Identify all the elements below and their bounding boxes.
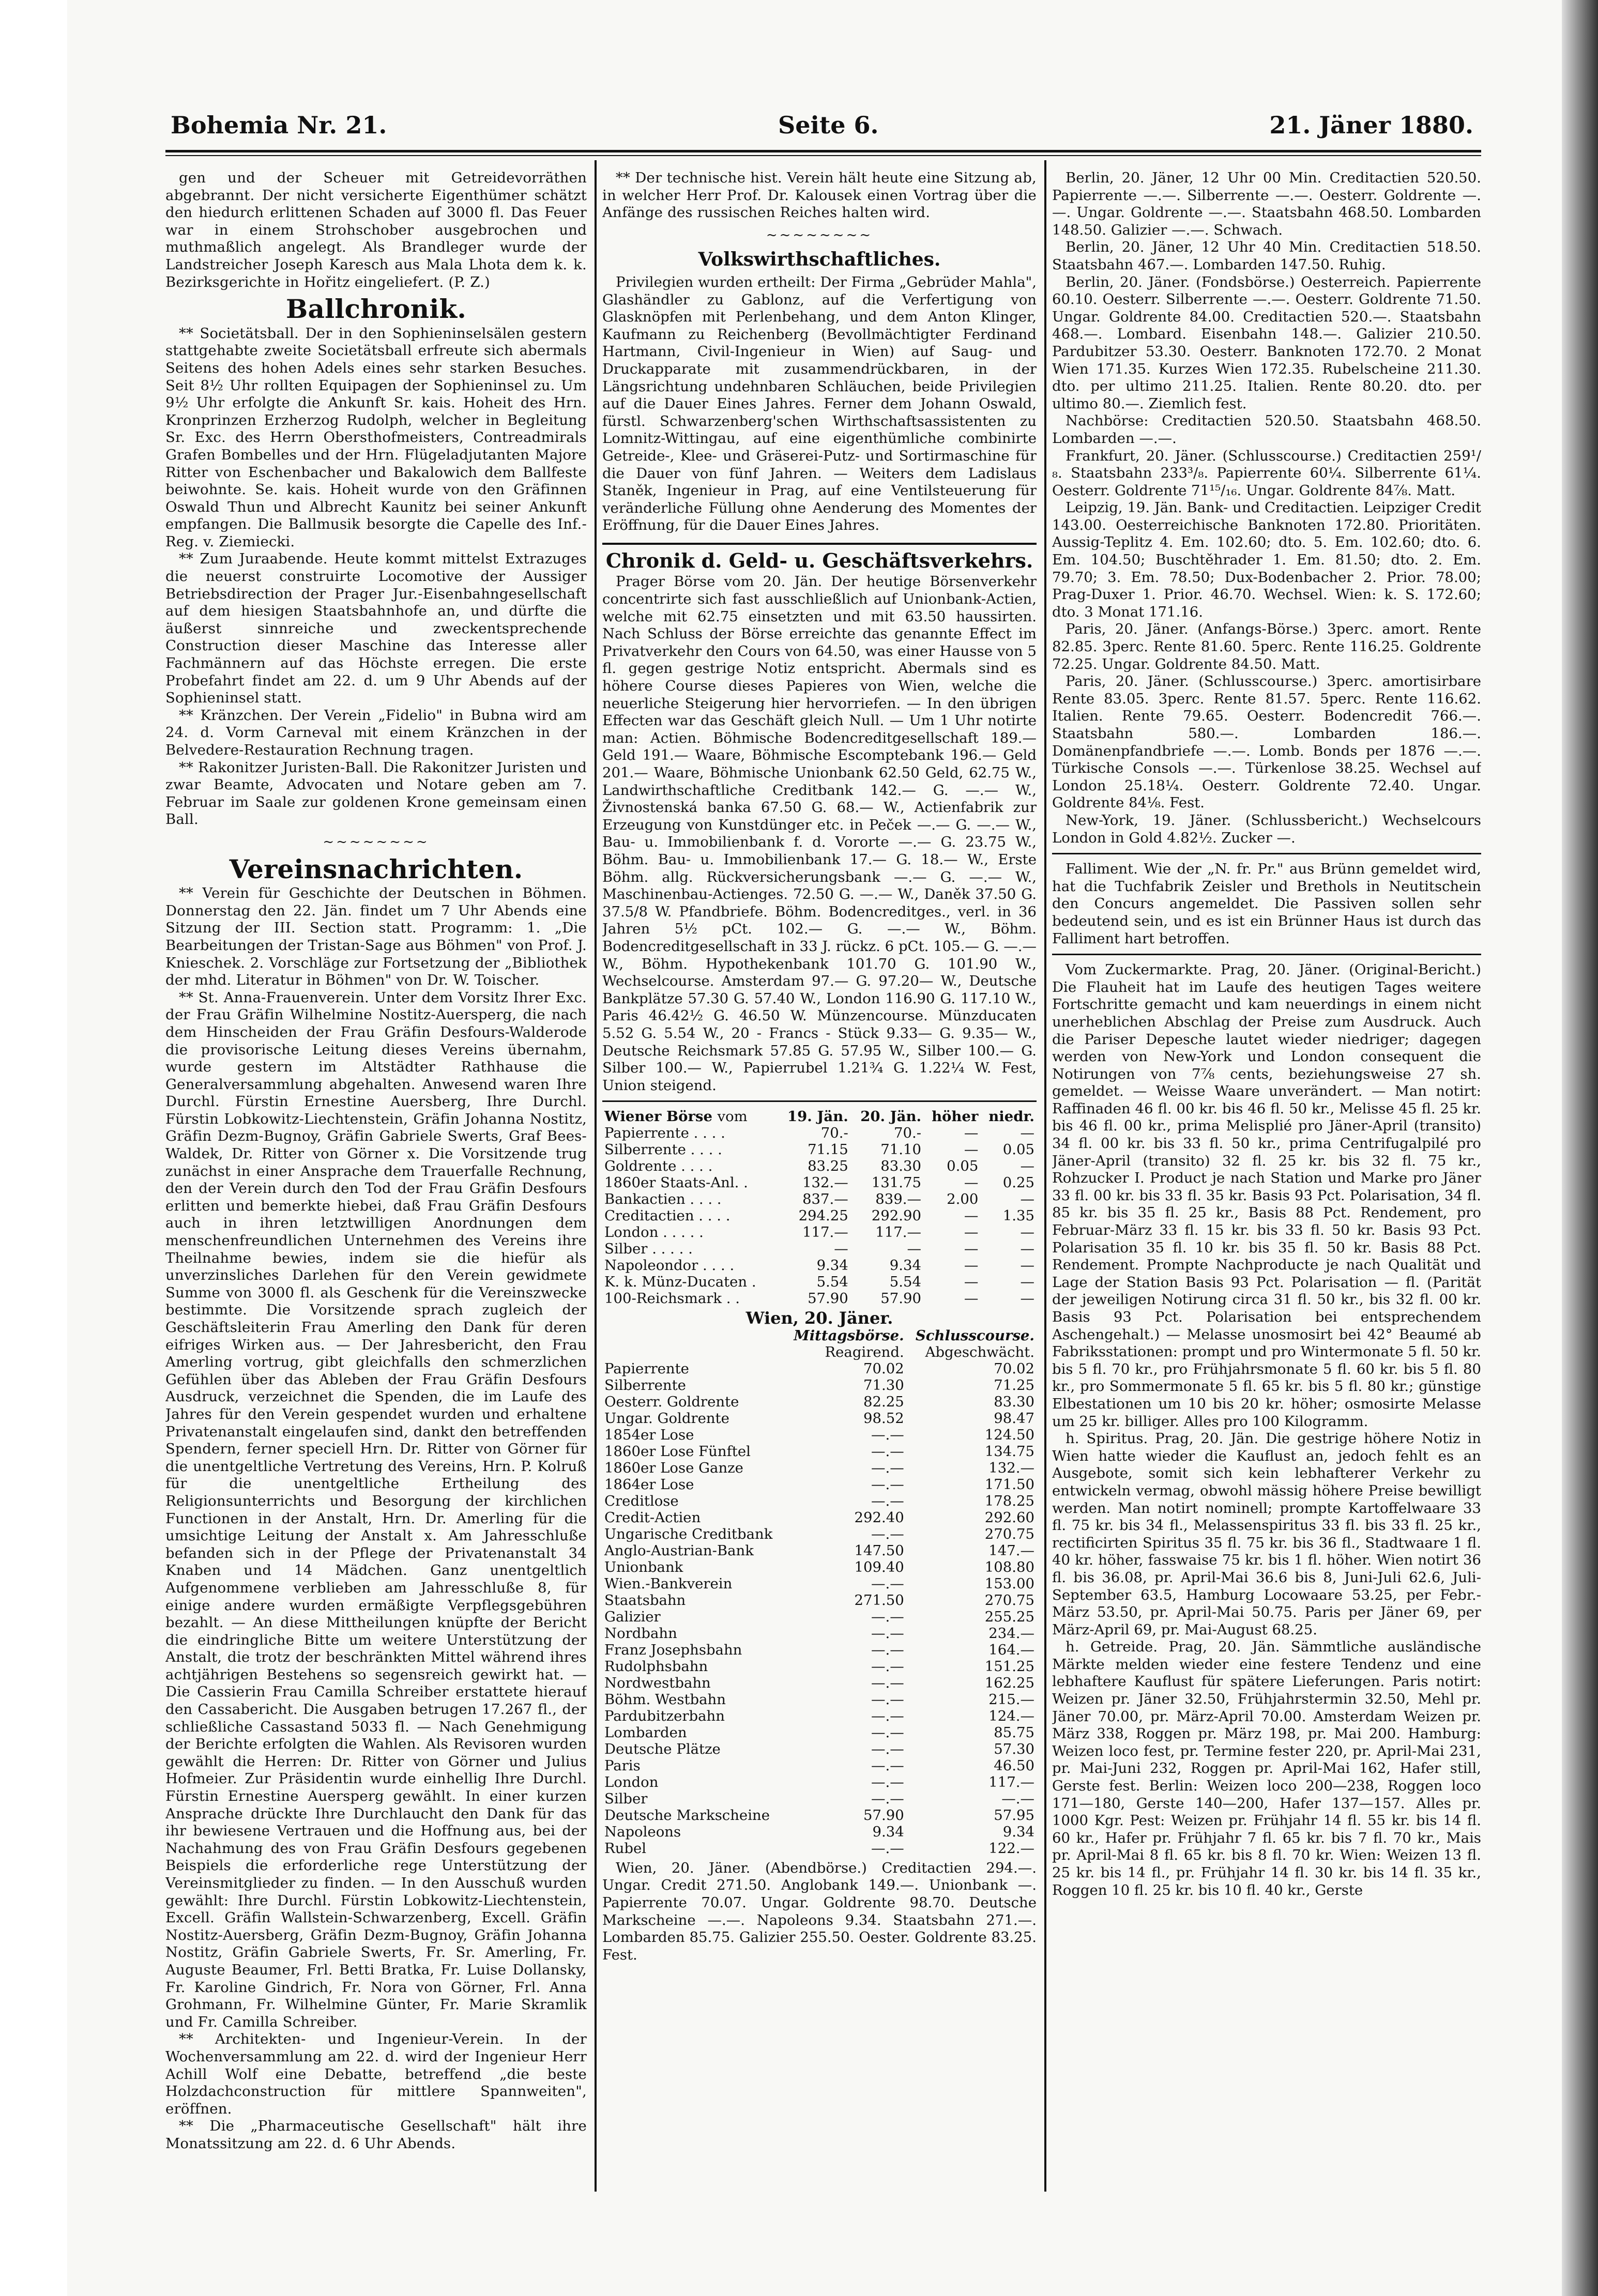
table-cell-value: — [964, 1241, 979, 1258]
scan-margin-left [0, 0, 67, 2296]
table-cell-value: 9.34 [889, 1257, 922, 1274]
table-cell-value: —.— [871, 1625, 904, 1642]
article-juristen-ball: ** Rakonitzer Juristen-Ball. Die Rakonitzer Juristen und zwar Beamte, Advocaten und Notare geben am 7. Februar im Saale zur goldenen Krone gemeinsam einen Ball. [165, 759, 587, 828]
table-cell-value: 57.90 [808, 1290, 848, 1307]
col-header-empty [602, 1327, 785, 1344]
table-cell-value: —.— [871, 1757, 904, 1774]
header-title: Bohemia Nr. 21. [171, 111, 387, 139]
table-row [602, 1493, 1037, 1509]
table-cell-value: — [1020, 1191, 1034, 1208]
table-cell-value: 70.02 [994, 1360, 1034, 1377]
table-cell-value: — [1020, 1290, 1034, 1307]
rule [602, 1100, 1037, 1102]
table-row [602, 1609, 1037, 1625]
table-cell-value: 292.60 [984, 1509, 1034, 1526]
table-cell-value: 255.25 [984, 1608, 1034, 1625]
table-cell-value: 9.34 [816, 1257, 848, 1274]
table-cell-value: 132.— [988, 1459, 1034, 1476]
col-header-empty [602, 1344, 785, 1360]
table-row [602, 1191, 1037, 1207]
rule [1052, 853, 1481, 854]
table-cell-value: 270.75 [984, 1525, 1034, 1542]
col-header: Schlusscourse. [915, 1327, 1034, 1344]
table-cell-label: Papierrente [604, 1360, 689, 1377]
table-row [602, 1708, 1037, 1724]
table-cell-value: 215.— [988, 1691, 1034, 1708]
table-cell-label: Unionbank [604, 1558, 683, 1575]
table-cell-label: Napoleondor . . . . [604, 1257, 735, 1274]
table-cell-value: 46.50 [994, 1757, 1034, 1774]
table-cell-value: 108.80 [984, 1558, 1034, 1575]
table-cell-label: London . . . . . [604, 1224, 704, 1241]
article-pharmaceutische: ** Die „Pharmaceutische Gesellschaft" hält ihre Monatssitzung am 22. d. 6 Uhr Abends. [165, 2118, 587, 2152]
table-cell-value: —.— [871, 1525, 904, 1542]
table-row [602, 1559, 1037, 1575]
market-report-frankfurt: Frankfurt, 20. Jäner. (Schlusscourse.) Creditactien 259¹/₈. Staatsbahn 233³/₈. Papierrente 60¼. Silberrente 61¼. Oesterr. Goldrente 71¹⁵/₁₆. Ungar. Goldrente 84⅞. Matt. [1052, 447, 1481, 499]
column-middle [602, 170, 1037, 2191]
table-row [602, 1575, 1037, 1592]
table-cell-value: 171.50 [984, 1476, 1034, 1493]
table-row [602, 1257, 1037, 1274]
table-row [602, 1509, 1037, 1526]
col-header: Reagirend. [825, 1343, 904, 1360]
table-cell-label: 1864er Lose [604, 1476, 694, 1493]
table-cell-label: Silber [604, 1790, 648, 1807]
table-title: Wiener Börse vom [604, 1108, 748, 1125]
table-cell-value: 9.34 [872, 1823, 904, 1840]
table-cell-label: Ungarische Creditbank [604, 1525, 773, 1542]
table-cell-label: Napoleons [604, 1823, 681, 1840]
table-cell-value: 0.05 [1002, 1141, 1034, 1158]
header-rule-thin [165, 155, 1481, 156]
article-technischer-verein: ** Der technische hist. Verein hält heute eine Sitzung ab, in welcher Herr Prof. Dr. Kalousek einen Vortrag über die Anfänge des russischen Reiches halten wird. [602, 170, 1037, 221]
col-header: 19. Jän. [787, 1108, 848, 1125]
table-cell-value: 0.05 [947, 1158, 979, 1175]
table-title-wien: Wien, 20. Jäner. [745, 1308, 893, 1328]
table-cell-label: Silberrente . . . . [604, 1141, 722, 1158]
table-wien-mittagsboerse [602, 1327, 1037, 1857]
col-header: niedr. [988, 1108, 1034, 1125]
article-anna-frauenverein: ** St. Anna-Frauenverein. Unter dem Vorsitz Ihrer Exc. der Frau Gräfin Wilhelmine Nostitz-Auersperg, die nach dem Hinscheiden der Frau Gräfin Desfours-Walderode die provisorische Leitung dieses Vereins übernahm, wurde gestern im Altstädter Rathhause die Generalversammlung abgehalten. Anwesend waren Ihre Durchl. Fürstin Ernestine Auersberg, Ihre Durchl. Fürstin Lobkowitz-Liechtenstein, Gräfin Johanna Nostitz, Gräfin Dezm-Bugnoy, Gräfin Gabriele Swerts, Graf Bees-Waldek, Dr. Ritter von Görner x. Die Vorsitzende trug zunächst in einer Ansprache dem Trauerfalle Rechnung, den der Verein durch den Tod der Frau Gräfin Desfours erlitten und bemerkte hiebei, daß Frau Gräfin Desfours auch in ihren letztwilligen Anordnungen dem menschenfreundlichen Unternehmen des Vereins ihre Theilnahme bewies, indem sie die hiefür als unverzinsliches Darlehen für den Verein gewidmete Summe von 3000 fl. als Geschenk für die Vereinszwecke bestimmte. Die Vorsitzende sprach zugleich der Geschäftsleiterin Frau Amerling den Dank für deren eifriges Wirken aus. — Der Jahresbericht, den Frau Amerling vortrug, gibt gleichfalls den schmerzlichen Gefühlen über das Ableben der Frau Gräfin Desfours Ausdruck, verzeichnet die Spenden, die im Laufe des Jahres für den Verein gespendet wurden und erhaltene Privatenanstalt eingelaufen sind, dankt den betreffenden Spendern, ferner speciell Hrn. Dr. Ritter von Görner für die unentgeltliche Vertretung des Vereins, Hrn. P. Kolruß für die unentgeltliche Ertheilung des Religionsunterrichts und Besorgung der kirchlichen Functionen in der Anstalt, Hrn. Dr. Amerling für die umsichtige Leitung der Anstalt x. Am Jahresschluße befanden sich in der Pflege der Privatenanstalt 34 Knaben und 14 Mädchen. Ganz unentgeltlich Aufgenommene verblieben am Jahresschluße 8, für einige andere wurden ermäßigte Verpflegsgebühren bezahlt. — An diese Mittheilungen knüpfte der Bericht die eindringliche Bitte um weitere Unterstützung der Anstalt, die trotz der beschränkten Mittel während ihres achtjährigen Bestehens so segensreich gewirkt hat. — Die Cassierin Frau Camilla Schreiber erstattete hierauf den Cassabericht. Die Ausgaben betrugen 17.267 fl., der schließliche Cassastand 5033 fl. — Nach Genehmigung der Berichte erfolgten die Wahlen. Als Revisoren wurden gewählt die Herren: Dr. Ritter von Görner und Julius Hofmeier. Zur Präsidentin wurde einhellig Ihre Durchl. Fürstin Ernestine Auersperg gewählt. In einer kurzen Ansprache drückte Ihre Durchlaucht den Dank für das ihr bewiesene Vertrauen und die Hoffnung aus, bei der Nachahmung des von Frau Gräfin Desfours gegebenen Beispiels die erforderliche rege Unterstützung der Vereinsmitglieder zu finden. — In den Ausschuß wurden gewählt: Ihre Durchl. Fürstin Lobkowitz-Liechtenstein, Excell. Gräfin Wallstein-Schwarzenberg, Excell. Gräfin Nostitz-Auersberg, Gräfin Dezm-Bugnoy, Gräfin Johanna Nostitz, Gräfin Gabriele Swerts, Fr. Sr. Amerling, Fr. Auguste Beaumer, Frl. Betti Bratka, Fr. Luise Dollansky, Fr. Karoline Gindrich, Fr. Nora von Görner, Frl. Anna Grohmann, Fr. Wilhelmine Günter, Fr. Marie Skramlik und Fr. Camilla Schreiber. [165, 989, 587, 2030]
article-spiritus: h. Spiritus. Prag, 20. Jän. Die gestrige höhere Notiz in Wien hatte wieder die Kauflust an, jedoch fehlt es an Ausgebote, somit sich kein lebhafterer Verkehr zu entwickeln vermag, obwohl mässig höhere Preise bewilligt werden. Man notirt nominell; prompte Kartoffelwaare 33 fl. 75 kr. bis 34 fl., Melassenspiritus 33 fl. bis 33 fl. 25 kr., rectificirten Spiritus 35 fl. 75 kr. bis 36 fl., Stadtwaare 1 fl. 40 kr. höher, fasswaise 75 kr. bis 1 fl. höher. Wien notirt 36 fl. bis 36.08, pr. April-Mai 36.6 bis 8, Juni-Juli 62.6, Juli-September 63.5, Hamburg Locowaare 53.25, per Febr.-März 53.50, pr. April-Mai 50.75. Paris per Jäner 69, per März-April 69, pr. Mai-August 68.25. [1052, 1430, 1481, 1638]
ornament-divider: ~~~~~~~~ [766, 227, 873, 243]
table-cell-value: —.— [871, 1840, 904, 1857]
table-cell-label: Silberrente [604, 1376, 686, 1394]
market-report-berlin-3: Berlin, 20. Jäner. (Fondsbörse.) Oesterreich. Papierrente 60.10. Oesterr. Silberrente —.—. Oesterr. Goldrente 71.50. Ungar. Goldrente 84.00. Creditactien 520.—. Staatsbahn 468.—. Lombard. Eisenbahn 148.—. Galizier 210.50. Pardubitzer 53.30. Oesterr. Banknoten 172.70. 2 Monat Wien 171.35. Kurzes Wien 172.35. Rubelscheine 211.30. dto. per ultimo 211.25. Italien. Rente 80.20. dto. per ultimo 80.—. Ziemlich fest. [1052, 273, 1481, 412]
table-cell-value: 70.- [894, 1125, 922, 1142]
market-report-nachboerse: Nachbörse: Creditactien 520.50. Staatsbahn 468.50. Lombarden —.—. [1052, 412, 1481, 447]
table-cell-value: — [964, 1141, 979, 1158]
table-cell-value: 70.02 [863, 1360, 904, 1377]
table-header-row [602, 1108, 1037, 1125]
table-row [602, 1274, 1037, 1290]
table-cell-value: 122.— [988, 1840, 1034, 1857]
table-cell-value: —.— [871, 1691, 904, 1708]
table-row [602, 1207, 1037, 1224]
table-cell-value: — [964, 1274, 979, 1291]
table-row [602, 1174, 1037, 1191]
article-getreide: h. Getreide. Prag, 20. Jän. Sämmtliche ausländische Märkte melden wieder eine festere Tendenz und eine lebhaftere Kauflust für spätere Lieferungen. Paris notirt: Weizen pr. Jäner 32.50, Frühjahrstermin 32.50, Mehl pr. Jäner 70.00, pr. März-April 70.00. Amsterdam Weizen pr. März 338, Roggen pr. März 198, pr. Mai 200. Hamburg: Weizen loco fest, pr. Termine fester 220, pr. April-Mai 231, pr. Mai-Juni 232, Roggen pr. April-Mai 162, Hafer still, Gerste fest. Berlin: Weizen loco 200—238, Roggen loco 171—180, Gerste 140—200, Hafer 137—157. Alles pr. 1000 Kgr. Pest: Weizen pr. Frühjahr 14 fl. 55 kr. bis 14 fl. 60 kr., Hafer pr. Frühjahr 7 fl. 65 kr. bis 7 fl. 70 kr., Mais pr. April-Mai 8 fl. 65 kr. bis 8 fl. 70 kr. Wien: Weizen 13 fl. 25 kr. bis 14 fl., pr. Frühjahr 14 fl. 30 kr. bis 14 fl. 35 kr., Roggen 10 fl. 25 kr. bis 10 fl. 40 kr., Gerste [1052, 1639, 1481, 1899]
table-cell-value: —.— [871, 1426, 904, 1443]
table-cell-value: 0.25 [1002, 1174, 1034, 1191]
article-societaetsball: ** Societätsball. Der in den Sophieninselsälen gestern stattgehabte zweite Societätsball erfreute sich abermals Seitens des hohen Adels eines sehr starken Besuches. Seit 8½ Uhr rollten Equipagen der Sophieninsel zu. Um 9½ Uhr erfolgte die Ankunft Sr. kais. Hoheit des Hrn. Kronprinzen Erzherzog Rudolph, welcher in Begleitung Sr. Exc. des Herrn Obersthofmeisters, Contreadmirals Grafen Bombelles und der Hrn. Flügeladjutanten Majore Ritter von Eschenbacher und Bakalowich dem Ballfeste beiwohnte. Se. kais. Hoheit wurde von den Gräfinnen Oswald Thun und Albrecht Kaunitz bei seiner Ankunft empfangen. Die Ballmusik besorgte die Capelle des Inf.-Reg. v. Ziemiecki. [165, 325, 587, 550]
table-row [602, 1460, 1037, 1476]
table-row [602, 1741, 1037, 1757]
table-row [602, 1360, 1037, 1377]
column-divider-1 [595, 160, 597, 2192]
table-cell-value: 131.75 [871, 1174, 922, 1191]
section-heading-volkswirthschaftliches: Volkswirthschaftliches. [698, 249, 941, 271]
table-cell-value: 57.30 [994, 1740, 1034, 1757]
market-report-newyork: New-York, 19. Jäner. (Schlussbericht.) Wechselcours London in Gold 4.82½. Zucker —. [1052, 812, 1481, 846]
table-cell-value: — [1020, 1257, 1034, 1274]
table-cell-label: 1860er Lose Fünftel [604, 1443, 751, 1460]
table-cell-value: 71.15 [808, 1141, 848, 1158]
table-cell-value: — [907, 1241, 922, 1258]
market-report-paris-1: Paris, 20. Jäner. (Anfangs-Börse.) 3perc. amort. Rente 82.85. 3perc. Rente 81.60. 5perc. Rente 116.25. Goldrente 72.25. Ungar. Goldrente 84.50. Matt. [1052, 621, 1481, 672]
col-header: Mittagsbörse. [794, 1327, 904, 1344]
table-row [602, 1774, 1037, 1790]
table-row [602, 1141, 1037, 1158]
article-zuckermarkt: Vom Zuckermarkte. Prag, 20. Jäner. (Original-Bericht.) Die Flauheit hat im Laufe des heutigen Tages weitere Fortschritte gemacht und kam neuerdings in einem nicht unerheblichen Abschlag der Preise zum Ausdruck. Auch die Pariser Depesche lautet wieder niedriger; dagegen werden von New-York und London consequent die Notirungen von 7⅞ cents, beziehungsweise 27 sh. gemeldet. — Weisse Waare unverändert. — Man notirt: Raffinaden 46 fl. 00 kr. bis 46 fl. 50 kr., Melisse 45 fl. 25 kr. bis 46 fl. 00 kr., prima Melisplié pro Jäner-April (transito) 34 fl. 00 kr. bis 33 fl. 50 kr., prima Centrifugalpilé pro Jäner-April (transito) 32 fl. 25 kr. bis 32 fl. 75 kr., Rohzucker I. Product je nach Station und Marke pro Jäner 33 fl. 00 kr. bis 33 fl. 35 kr. Basis 93 Pct. Polarisation, 34 fl. 85 kr. bis 35 fl. 25 kr., Basis 88 Pct. Rendement, pro Februar-März 33 fl. 15 kr. bis 33 fl. 50 kr. Basis 93 Pct. Polarisation 35 fl. 10 kr. bis 35 fl. 50 kr. Basis 88 Pct. Rendement. Prompte Nachproducte je nach Qualität und Lage der Station Basis 93 Pct. Polarisation — fl. (Parität der jeweiligen Notirung circa 31 fl. 50 kr., bis 32 fl. 00 kr. Basis 93 Pct. Polarisation bei entsprechendem Aschengehalt.) — Melasse unosmosirt bei 42° Beaumé ab Fabriksstationen: prompt und pro Wintermonate 5 fl. 50 kr. bis 5 fl. 70 kr., pro Frühjahrsmonate 5 fl. 60 kr. bis 5 fl. 80 kr., pro Sommermonate 5 fl. 65 kr. bis 5 fl. 80 kr.; günstige Elbestationen um 10 bis 20 kr. höher; osmosirte Melasse um 25 kr. billiger. Alles pro 100 Kilogramm. [1052, 961, 1481, 1430]
table-cell-value: 5.54 [816, 1274, 848, 1291]
market-report-leipzig: Leipzig, 19. Jän. Bank- und Creditactien. Leipziger Credit 143.00. Oesterreichische Banknoten 172.80. Prioritäten. Aussig-Teplitz 4. Em. 102.60; dto. 5. Em. 102.60; dto. 6. Em. 104.50; Buschtěhrader 1. Em. 81.50; dto. 2. Em. 79.70; 3. Em. 78.50; Dux-Bodenbacher 2. Prior. 78.00; Prag-Duxer 1. Prior. 46.70. Wechsel. Wien: k. S. 172.60; dto. 3 Monat 171.16. [1052, 499, 1481, 620]
table-row [602, 1476, 1037, 1493]
table-row [602, 1625, 1037, 1642]
table-cell-label: Nordbahn [604, 1625, 677, 1642]
table-cell-value: — [1020, 1274, 1034, 1291]
table-cell-label: Creditactien . . . . [604, 1207, 730, 1224]
table-cell-value: 71.30 [863, 1376, 904, 1394]
article-verein-geschichte: ** Verein für Geschichte der Deutschen in Böhmen. Donnerstag den 22. Jän. findet um 7 Uhr Abends eine Sitzung der III. Section statt. Programm: 1. „Die Bearbeitungen der Tristan-Sage aus Böhmen" von Prof. J. Knieschek. 2. Vorschläge zur Fortsetzung der „Bibliothek der mhd. Literatur in Böhmen" von Dr. W. Toischer. [165, 885, 587, 989]
table-cell-value: 162.25 [984, 1674, 1034, 1691]
table-cell-value: — [964, 1224, 979, 1241]
table-row [602, 1840, 1037, 1857]
table-cell-value: 147.— [988, 1542, 1034, 1559]
table-cell-value: 57.95 [994, 1807, 1034, 1824]
section-heading-ballchronik: Ballchronik. [286, 294, 466, 325]
article-abendboerse: Wien, 20. Jäner. (Abendbörse.) Creditactien 294.—. Ungar. Credit 271.50. Anglobank 149.—. Unionbank —. Papierrente 70.07. Ungar. Goldrente 98.70. Deutsche Markscheine —.—. Napoleons 9.34. Staatsbahn 271.—. Lombarden 85.75. Galizier 255.50. Oester. Goldrente 83.25. Fest. [602, 1859, 1037, 1963]
column-divider-2 [1044, 160, 1046, 2192]
table-cell-label: Wien.-Bankverein [604, 1575, 733, 1592]
table-cell-value: —.— [871, 1459, 904, 1476]
table-cell-label: 1860er Lose Ganze [604, 1459, 743, 1476]
table-row [602, 1675, 1037, 1691]
table-row [602, 1427, 1037, 1443]
table-cell-label: Galizier [604, 1608, 661, 1625]
table-cell-value: 82.25 [863, 1393, 904, 1410]
table-cell-value: — [964, 1125, 979, 1142]
table-cell-label: Rubel [604, 1840, 647, 1857]
table-cell-value: —.— [871, 1608, 904, 1625]
table-cell-label: Staatsbahn [604, 1591, 686, 1609]
table-cell-value: —.— [1001, 1790, 1034, 1807]
table-row [602, 1125, 1037, 1141]
table-cell-label: Nordwestbahn [604, 1674, 711, 1691]
table-row [602, 1542, 1037, 1559]
article-falliment: Falliment. Wie der „N. fr. Pr." aus Brünn gemeldet wird, hat die Tuchfabrik Zeisler und Brethols in Neutitschein den Concurs angemeldet. Die Passiven sollen sehr bedeutend sein, und es ist ein Brünner Haus ist durch das Falliment hart betroffen. [1052, 861, 1481, 947]
table-cell-label: Goldrente . . . . [604, 1158, 713, 1175]
table-row [602, 1807, 1037, 1824]
table-cell-value: 98.47 [994, 1410, 1034, 1427]
table-row [602, 1394, 1037, 1410]
table-cell-value: —.— [871, 1674, 904, 1691]
table-cell-value: — [1020, 1158, 1034, 1175]
market-report-berlin-2: Berlin, 20. Jäner, 12 Uhr 40 Min. Creditactien 518.50. Staatsbahn 467.—. Lombarden 147.50. Ruhig. [1052, 239, 1481, 273]
table-cell-value: 270.75 [984, 1591, 1034, 1609]
table-row [602, 1592, 1037, 1609]
table-cell-label: Bankactien . . . . [604, 1191, 722, 1208]
table-cell-label: Pardubitzerbahn [604, 1707, 725, 1724]
table-cell-label: K. k. Münz-Ducaten . [604, 1274, 756, 1291]
table-cell-value: 98.52 [863, 1410, 904, 1427]
table-cell-label: Ungar. Goldrente [604, 1410, 729, 1427]
table-cell-value: 71.10 [880, 1141, 922, 1158]
table-wiener-boerse [602, 1108, 1037, 1307]
table-cell-label: 1860er Staats-Anl. . [604, 1174, 748, 1191]
table-cell-value: 71.25 [994, 1376, 1034, 1394]
market-report-berlin-1: Berlin, 20. Jäner, 12 Uhr 00 Min. Creditactien 520.50. Papierrente —.—. Silberrente —.—. Oesterr. Goldrente —.—. Ungar. Goldrente —.—. Staatsbahn 468.50. Lombarden 148.50. Galizier —.—. Schwach. [1052, 170, 1481, 238]
table-cell-value: 164.— [988, 1641, 1034, 1658]
table-cell-value: —.— [871, 1790, 904, 1807]
table-cell-value: —.— [871, 1658, 904, 1675]
table-row [602, 1642, 1037, 1658]
table-cell-value: —.— [871, 1773, 904, 1790]
table-cell-label: Lombarden [604, 1724, 687, 1741]
table-cell-value: 9.34 [1002, 1823, 1034, 1840]
market-report-paris-2: Paris, 20. Jäner. (Schlusscourse.) 3perc. amortisirbare Rente 83.05. 3perc. Rente 81.57. 5perc. Rente 116.62. Italien. Rente 79.65. Oesterr. Bodencredit 766.—. Staatsbahn 580.—. Lombarden 186.—. Domänenpfandbriefe —.—. Lomb. Bonds per 1876 —.—. Türkische Consols —.—. Türkenlose 38.25. Wechsel auf London 25.18¼. Oesterr. Goldrente 72.40. Ungar. Goldrente 84⅛. Fest. [1052, 673, 1481, 812]
table-row [602, 1526, 1037, 1542]
header-date: 21. Jäner 1880. [1269, 111, 1473, 139]
table-cell-value: — [964, 1174, 979, 1191]
table-cell-value: 151.25 [984, 1658, 1034, 1675]
header-page-number: Seite 6. [778, 111, 879, 139]
table-row [602, 1824, 1037, 1840]
table-cell-label: Silber . . . . . [604, 1241, 693, 1258]
table-row [602, 1757, 1037, 1774]
table-cell-value: 294.25 [798, 1207, 848, 1224]
table-cell-value: —.— [871, 1724, 904, 1741]
table-cell-value: —.— [871, 1476, 904, 1493]
table-cell-value: —.— [871, 1707, 904, 1724]
table-cell-value: 178.25 [984, 1492, 1034, 1509]
table-cell-label: Papierrente . . . . [604, 1125, 725, 1142]
table-row [602, 1724, 1037, 1741]
table-cell-label: Deutsche Plätze [604, 1740, 721, 1757]
table-cell-value: 839.— [875, 1191, 922, 1208]
ornament-divider: ~~~~~~~~ [323, 834, 430, 850]
section-heading-vereinsnachrichten: Vereinsnachrichten. [229, 853, 523, 884]
table-cell-value: —.— [871, 1641, 904, 1658]
table-cell-label: Anglo-Austrian-Bank [604, 1542, 754, 1559]
table-cell-value: 70.- [820, 1125, 848, 1142]
table-cell-value: — [964, 1207, 979, 1224]
table-cell-value: 271.50 [854, 1591, 904, 1609]
column-left [165, 170, 587, 2191]
table-cell-value: — [964, 1257, 979, 1274]
table-cell-value: —.— [871, 1575, 904, 1592]
table-cell-label: Franz Josephsbahn [604, 1641, 742, 1658]
table-cell-label: Rudolphsbahn [604, 1658, 708, 1675]
table-cell-value: 153.00 [984, 1575, 1034, 1592]
table-cell-value: —.— [871, 1443, 904, 1460]
table-header-row [602, 1344, 1037, 1360]
table-cell-value: 234.— [988, 1625, 1034, 1642]
table-row [602, 1290, 1037, 1307]
col-header: 20. Jän. [860, 1108, 922, 1125]
table-row [602, 1410, 1037, 1427]
table-cell-value: 132.— [802, 1174, 848, 1191]
page-header [171, 111, 1473, 147]
table-cell-label: 100-Reichsmark . . [604, 1290, 740, 1307]
table-row [602, 1443, 1037, 1460]
table-cell-label: Oesterr. Goldrente [604, 1393, 739, 1410]
article-prager-boerse: Prager Börse vom 20. Jän. Der heutige Börsenverkehr concentrirte sich fast ausschließlich auf Unionbank-Actien, welche mit 62.75 einsetzten und mit 63.50 haussirten. Nach Schluss der Börse erreichte das genannte Effect im Privatverkehr den Cours von 64.50, was einer Hausse von 5 fl. gegen gestrige Notiz entspricht. Abermals sind es höhere Course dieses Papieres von Wien, welche die neuerliche Steigerung hier hervorriefen. — In den übrigen Effecten war das Geschäft gleich Null. — Um 1 Uhr notirte man: Actien. Böhmische Bodencreditgesellschaft 189.— Geld 191.— Waare, Böhmische Escomptebank 196.— Geld 201.— Waare, Böhmische Unionbank 62.50 Geld, 62.75 W., Landwirthschaftliche Creditbank 142.— G. —.— W., Živnostenská banka 67.50 G. 68.— W., Actienfabrik zur Erzeugung von Kunstdünger etc. in Peček —.— G. —.— W., Bau- u. Immobilienbank f. d. Vororte —.— G. 23.75 W., Böhm. Bau- u. Immobilienbank 17.— G. 18.— W., Erste Böhm. allg. Rückversicherungsbank —.— G. —.— W., Maschinenbau-Actienges. 72.50 G. —.— W., Daněk 37.50 G. 37.5/8 W. Pfandbriefe. Böhm. Bodencreditges., verl. in 36 Jahren 5½ pCt. 102.— G. —.— W., Böhm. Bodencreditgesellschaft in 33 J. rückz. 6 pCt. 105.— G. —.— W., Böhm. Hypothekenbank 101.70 G. 101.90 W., Wechselcourse. Amsterdam 97.— G. 97.20— W., Deutsche Bankplätze 57.30 G. 57.40 W., London 116.90 G. 117.10 W., Paris 46.42½ G. 46.50 W. Münzencourse. Münzducaten 5.52 G. 5.54 W., 20 - Francs - Stück 9.33— G. 9.35— W., Deutsche Reichsmark 57.85 G. 57.95 W., Silber 100.— G. Silber 100.— W., Papierrubel 1.21¾ G. 1.22¼ W. Fest, Union steigend. [602, 573, 1037, 1094]
table-cell-value: —.— [871, 1740, 904, 1757]
header-rule [165, 150, 1481, 152]
table-cell-label: Credit-Actien [604, 1509, 701, 1526]
table-cell-value: 117.— [875, 1224, 922, 1241]
table-cell-value: 5.54 [889, 1274, 922, 1291]
article-juraabend: ** Zum Juraabende. Heute kommt mittelst Extrazuges die neuerst construirte Locomotive der Aussiger Betriebsdirection der Prager Jur.-Eisenbahngesellschaft auf dem hiesigen Staatsbahnhofe an, und dürfte die äußerst sinnreiche und zweckentsprechende Construction dieser Maschine das Interesse aller Fachmännern auf das Höchste erregen. Die erste Probefahrt findet am 22. d. um 9 Uhr Abends auf der Sophieninsel statt. [165, 550, 587, 707]
col-header: Abgeschwächt. [925, 1343, 1034, 1360]
table-row [602, 1658, 1037, 1675]
column-right [1052, 170, 1481, 2191]
table-cell-label: Paris [604, 1757, 641, 1774]
table-cell-value: — [1020, 1241, 1034, 1258]
table-row [602, 1790, 1037, 1807]
table-row [602, 1377, 1037, 1394]
table-cell-label: Böhm. Westbahn [604, 1691, 726, 1708]
table-cell-value: — [1020, 1224, 1034, 1241]
table-cell-value: 83.30 [994, 1393, 1034, 1410]
table-cell-value: — [964, 1290, 979, 1307]
table-cell-value: —.— [871, 1492, 904, 1509]
table-cell-value: 85.75 [994, 1724, 1034, 1741]
article-kraenzchen: ** Kränzchen. Der Verein „Fidelio" in Bubna wird am 24. d. Vorm Carneval mit einem Kränzchen in der Belvedere-Restauration Rechnung tragen. [165, 707, 587, 758]
table-row [602, 1691, 1037, 1708]
table-cell-value: 837.— [802, 1191, 848, 1208]
table-cell-value: 83.25 [808, 1158, 848, 1175]
table-cell-value: 109.40 [854, 1558, 904, 1575]
table-row [602, 1158, 1037, 1174]
table-cell-label: 1854er Lose [604, 1426, 694, 1443]
table-cell-value: 57.90 [880, 1290, 922, 1307]
table-cell-value: 117.— [802, 1224, 848, 1241]
section-heading-chronik: Chronik d. Geld- u. Geschäftsverkehrs. [602, 543, 1037, 570]
article-fire-report: gen und der Scheuer mit Getreidevorräthen abgebrannt. Der nicht versicherte Eigenthümer schätzt den hiedurch erlittenen Schaden auf 3000 fl. Das Feuer war in einem Strohschober ausgebrochen und muthmaßlich angelegt. Als Brandleger wurde der Landstreicher Joseph Karesch aus Mala Lhota dem k. k. Bezirksgerichte in Hořitz eingeliefert. (P. Z.) [165, 170, 587, 290]
table-cell-value: 124.— [988, 1707, 1034, 1724]
table-cell-value: 292.90 [871, 1207, 922, 1224]
table-cell-value: 292.40 [854, 1509, 904, 1526]
table-cell-value: 57.90 [863, 1807, 904, 1824]
table-cell-value: 147.50 [854, 1542, 904, 1559]
table-cell-label: London [604, 1773, 659, 1790]
table-cell-label: Creditlose [604, 1492, 679, 1509]
table-row [602, 1224, 1037, 1241]
col-header: höher [932, 1108, 979, 1125]
table-cell-value: 2.00 [947, 1191, 979, 1208]
table-cell-value: 83.30 [880, 1158, 922, 1175]
table-header-row [602, 1327, 1037, 1344]
table-cell-label: Deutsche Markscheine [604, 1807, 770, 1824]
table-cell-value: 117.— [988, 1773, 1034, 1790]
table-cell-value: — [1020, 1125, 1034, 1142]
article-privilegien: Privilegien wurden ertheilt: Der Firma „Gebrüder Mahla", Glashändler zu Gablonz, auf die Verfertigung von Glasknöpfen mit Perlenbehang, und dem Anton Klinger, Kaufmann zu Reichenberg (Bevollmächtigter Ferdinand Hartmann, Civil-Ingenieur in Wien) auf Saug- und Druckapparate mit zusammendrückbaren, in der Längsrichtung undehnbaren Schläuchen, beide Privilegien auf die Dauer Eines Jahres. Ferner dem Johann Oswald, fürstl. Schwarzenberg'schen Wirthschaftsassistenten zu Lomnitz-Wittingau, auf eine eigenthümliche combinirte Getreide-, Klee- und Gräserei-Putz- und Sortirmaschine für die Dauer von fünf Jahren. — Weiters dem Ladislaus Staněk, Ingenieur in Prag, auf eine Ventilsteuerung für veränderliche Füllung ohne Aenderung des Momentes der Eröffnung, für die Dauer Eines Jahres. [602, 273, 1037, 534]
scan-margin-right [1562, 0, 1598, 2296]
table-cell-value: — [834, 1241, 848, 1258]
table-cell-value: 1.35 [1002, 1207, 1034, 1224]
table-cell-value: 124.50 [984, 1426, 1034, 1443]
rule [1052, 954, 1481, 955]
table-cell-value: 134.75 [984, 1443, 1034, 1460]
table-row [602, 1241, 1037, 1257]
article-architekten-verein: ** Architekten- und Ingenieur-Verein. In der Wochenversammlung am 22. d. wird der Ingenieur Herr Achill Wolf eine Debatte, betreffend „die beste Holzdachconstruction für mittlere Spannweiten", eröffnen. [165, 2031, 587, 2117]
